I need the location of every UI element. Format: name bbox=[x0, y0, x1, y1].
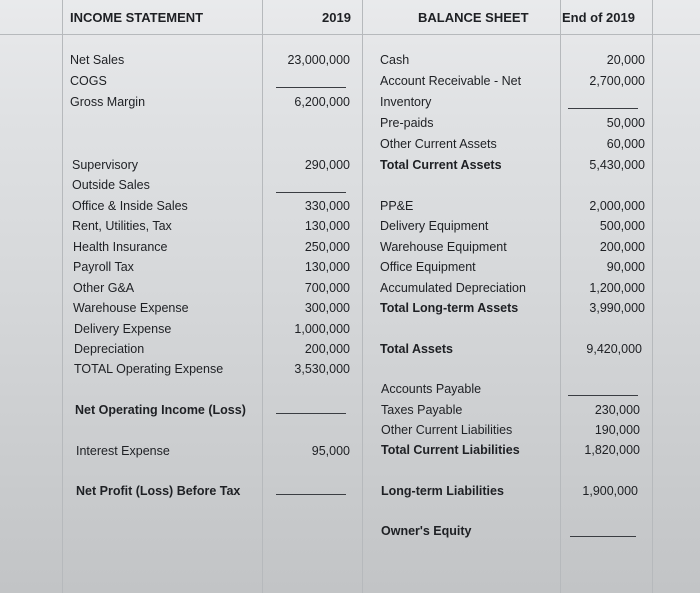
liability-label: Other Current Liabilities bbox=[381, 423, 513, 437]
asset-label: Account Receivable - Net bbox=[380, 74, 522, 88]
asset-value: 1,200,000 bbox=[589, 281, 645, 295]
outside-sales-underline bbox=[276, 192, 346, 193]
asset-label: Pre-paids bbox=[380, 116, 434, 130]
liability-value: 230,000 bbox=[594, 403, 640, 417]
owners-equity-label: Owner's Equity bbox=[381, 524, 472, 538]
interest-expense-label: Interest Expense bbox=[76, 444, 170, 458]
net-profit-label: Net Profit (Loss) Before Tax bbox=[76, 484, 241, 498]
asset-value: 20,000 bbox=[606, 53, 645, 67]
expense-label: Health Insurance bbox=[73, 240, 168, 254]
cogs-label: COGS bbox=[70, 74, 107, 88]
liability-label: Accounts Payable bbox=[381, 382, 482, 396]
grid-line bbox=[262, 0, 263, 593]
gross-margin-label: Gross Margin bbox=[70, 95, 146, 109]
expense-label: Other G&A bbox=[73, 281, 135, 295]
total-assets-label: Total Assets bbox=[380, 342, 453, 356]
total-operating-expense-label: TOTAL Operating Expense bbox=[74, 362, 224, 376]
balance-period-header: End of 2019 bbox=[562, 10, 635, 25]
asset-value: 50,000 bbox=[606, 116, 645, 130]
expense-value: 130,000 bbox=[304, 260, 350, 274]
expense-label: Delivery Expense bbox=[74, 322, 172, 336]
grid-line bbox=[362, 0, 363, 593]
total-current-liabilities-value: 1,820,000 bbox=[584, 443, 640, 457]
total-current-assets-value: 5,430,000 bbox=[589, 158, 645, 172]
net-operating-income-label: Net Operating Income (Loss) bbox=[75, 403, 246, 417]
total-assets-value: 9,420,000 bbox=[586, 342, 642, 356]
longterm-liabilities-label: Long-term Liabilities bbox=[381, 484, 504, 498]
cogs-underline bbox=[276, 87, 346, 88]
asset-label: Office Equipment bbox=[380, 260, 476, 274]
expense-value: 290,000 bbox=[304, 158, 350, 172]
asset-label: Warehouse Equipment bbox=[380, 240, 507, 254]
expense-value: 250,000 bbox=[304, 240, 350, 254]
expense-label: Office & Inside Sales bbox=[72, 199, 188, 213]
liability-value: 190,000 bbox=[594, 423, 640, 437]
asset-label: Other Current Assets bbox=[380, 137, 497, 151]
expense-label: Payroll Tax bbox=[73, 260, 134, 274]
total-operating-expense-value: 3,530,000 bbox=[294, 362, 350, 376]
expense-value: 1,000,000 bbox=[294, 322, 350, 336]
expense-value: 300,000 bbox=[304, 301, 350, 315]
asset-label: Accumulated Depreciation bbox=[380, 281, 526, 295]
asset-label: PP&E bbox=[380, 199, 414, 213]
inventory-underline bbox=[568, 108, 638, 109]
asset-value: 2,000,000 bbox=[589, 199, 645, 213]
asset-label: Inventory bbox=[380, 95, 432, 109]
balance-sheet-header: BALANCE SHEET bbox=[418, 10, 529, 25]
income-year-header: 2019 bbox=[322, 10, 351, 25]
expense-label: Depreciation bbox=[74, 342, 145, 356]
total-longterm-assets-label: Total Long-term Assets bbox=[380, 301, 519, 315]
net-profit-blank bbox=[276, 494, 346, 495]
grid-line bbox=[560, 0, 561, 593]
expense-label: Supervisory bbox=[72, 158, 138, 172]
grid-line bbox=[652, 0, 653, 593]
expense-value: 200,000 bbox=[304, 342, 350, 356]
asset-value: 90,000 bbox=[606, 260, 645, 274]
asset-value: 500,000 bbox=[599, 219, 645, 233]
income-statement-header: INCOME STATEMENT bbox=[70, 10, 204, 25]
accounts-payable-underline bbox=[568, 395, 638, 396]
asset-label: Cash bbox=[380, 53, 410, 67]
asset-value: 200,000 bbox=[599, 240, 645, 254]
longterm-liabilities-value: 1,900,000 bbox=[582, 484, 638, 498]
gross-margin-value: 6,200,000 bbox=[294, 95, 350, 109]
asset-value: 2,700,000 bbox=[589, 74, 645, 88]
asset-label: Delivery Equipment bbox=[380, 219, 489, 233]
expense-label: Outside Sales bbox=[72, 178, 150, 192]
expense-value: 330,000 bbox=[304, 199, 350, 213]
expense-label: Warehouse Expense bbox=[73, 301, 189, 315]
net-sales-value: 23,000,000 bbox=[287, 53, 350, 67]
total-current-liabilities-label: Total Current Liabilities bbox=[381, 443, 520, 457]
expense-value: 700,000 bbox=[304, 281, 350, 295]
interest-expense-value: 95,000 bbox=[311, 444, 350, 458]
net-sales-label: Net Sales bbox=[70, 53, 125, 67]
grid-line bbox=[62, 0, 63, 593]
total-longterm-assets-value: 3,990,000 bbox=[589, 301, 645, 315]
liability-label: Taxes Payable bbox=[381, 403, 463, 417]
total-current-assets-label: Total Current Assets bbox=[380, 158, 502, 172]
expense-label: Rent, Utilities, Tax bbox=[72, 219, 172, 233]
grid-line bbox=[0, 34, 700, 35]
asset-value: 60,000 bbox=[606, 137, 645, 151]
net-operating-income-blank bbox=[276, 413, 346, 414]
owners-equity-blank bbox=[570, 536, 636, 537]
expense-value: 130,000 bbox=[304, 219, 350, 233]
